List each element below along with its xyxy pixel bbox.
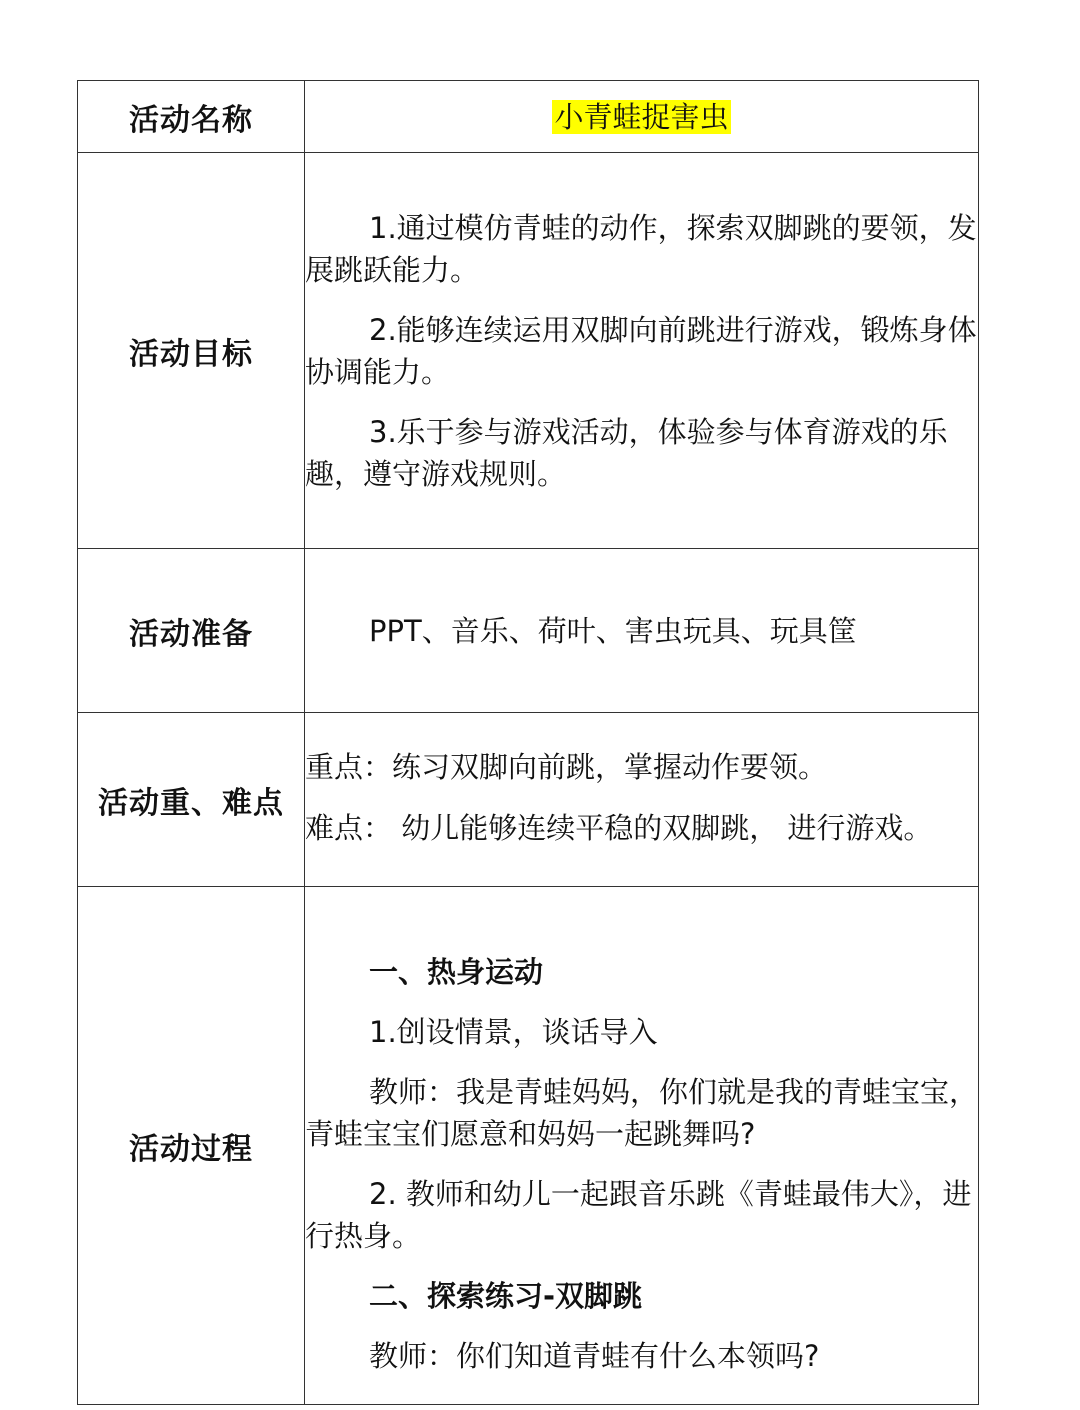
section-1-title: 一、热身运动 [369,955,544,989]
section-2-title: 二、探索练习-双脚跳 [369,1279,643,1313]
activity-goals-label: 活动目标 [78,153,305,549]
process-step-2: 2. 教师和幼儿一起跟音乐跳《青蛙最伟大》，进行热身。 [305,1177,972,1253]
row-activity-prep [78,549,979,713]
activity-focus-label: 活动重、难点 [78,713,305,887]
goal-item: 1.通过模仿青蛙的动作，探索双脚跳的要领，发展跳跃能力。 [305,210,977,287]
activity-goals-cell [305,153,979,549]
row-activity-process [78,887,979,1405]
activity-prep-value: PPT、音乐、荷叶、害虫玩具、玩具筐 [369,613,857,648]
teacher-line-1: 教师：我是青蛙妈妈，你们就是我的青蛙宝宝，青蛙宝宝们愿意和妈妈一起跳舞吗? [305,1075,979,1151]
activity-prep-cell [305,549,979,713]
activity-process-cell [305,887,979,1405]
row-activity-focus [78,713,979,887]
activity-name-label: 活动名称 [78,81,305,153]
activity-prep-label: 活动准备 [78,549,305,713]
difficulty-text: 难点： 幼儿能够连续平稳的双脚跳， 进行游戏。 [305,810,933,845]
row-activity-goals [78,153,979,549]
activity-name-value: 小青蛙捉害虫 [554,99,729,134]
process-step-1: 1.创设情景，谈话导入 [369,1015,658,1049]
teacher-line-2: 教师：你们知道青蛙有什么本领吗? [369,1339,820,1373]
activity-focus-cell [305,713,979,887]
activity-process-label: 活动过程 [78,887,305,1405]
goal-item: 3.乐于参与游戏活动，体验参与体育游戏的乐趣，遵守游戏规则。 [305,414,948,491]
goal-item: 2.能够连续运用双脚向前跳进行游戏，锻炼身体协调能力。 [305,312,977,389]
lesson-plan-table [77,80,979,1405]
activity-name-cell [305,81,979,153]
key-point-text: 重点：练习双脚向前跳，掌握动作要领。 [305,749,828,784]
row-activity-name [78,81,979,153]
